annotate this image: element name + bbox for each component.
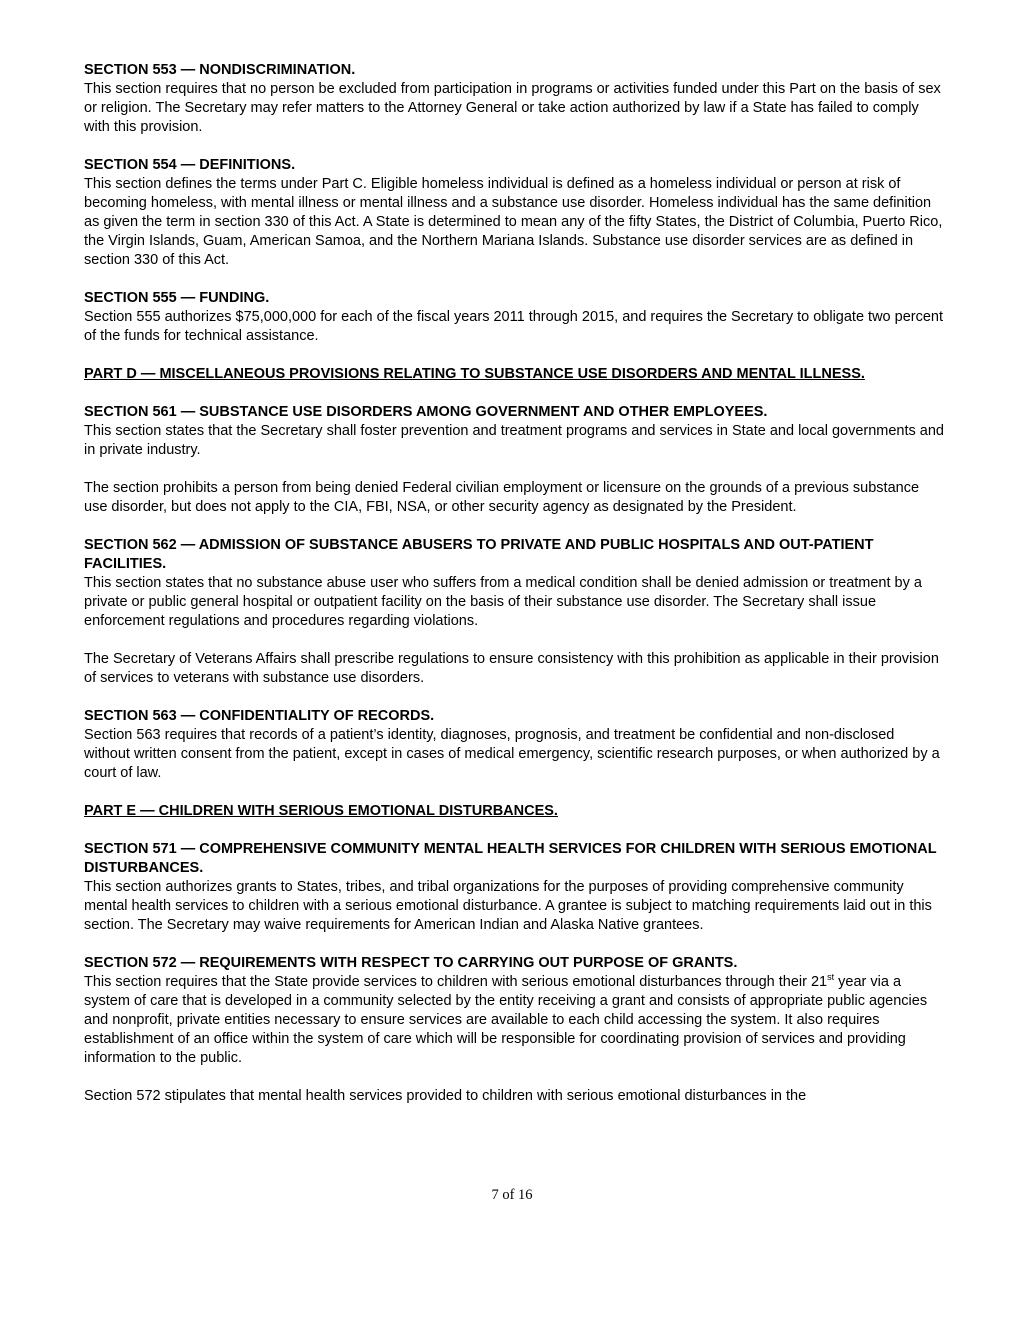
page-number: 7 of 16	[491, 1187, 533, 1203]
section-paragraph: The Secretary of Veterans Affairs shall prescribe regulations to ensure consistency with this prohibition as applicable in their provision of services to veterans with substance use disorders.	[84, 651, 939, 686]
ordinal-suffix: st	[827, 972, 835, 983]
section-paragraph	[84, 973, 944, 1068]
paragraph-text-start: This section requires that the State provide services to children with serious emotional disturbances through their 21	[84, 974, 828, 990]
section-554	[84, 156, 944, 270]
section-571	[84, 840, 944, 935]
paragraph-text-end: year via a system of care that is developed in a community selected by the entity receiving a grant and consists of appropriate public agencies and nonprofit, private entities necessary to ensure services are available to each child accessing the system. It also requires establishment of an office within the system of care which will be responsible for coordinating provision of services and providing information to the public.	[84, 974, 928, 1066]
section-paragraph: This section states that no substance abuse user who suffers from a medical condition shall be denied admission or treatment by a private or public general hospital or outpatient facility on the basis of their substance use disorder. The Secretary shall issue enforcement regulations and procedures regarding violations.	[84, 575, 922, 629]
section-heading: SECTION 563 — CONFIDENTIALITY OF RECORDS.	[84, 708, 435, 724]
section-paragraph: This section states that the Secretary shall foster prevention and treatment programs and services in State and local governments and in private industry.	[84, 423, 944, 458]
section-heading: SECTION 553 — NONDISCRIMINATION.	[84, 62, 356, 78]
section-heading: SECTION 571 — COMPREHENSIVE COMMUNITY MENTAL HEALTH SERVICES FOR CHILDREN WITH SERIOUS EMOTIONAL DISTURBANCES.	[84, 841, 937, 876]
section-562	[84, 536, 944, 688]
section-heading: SECTION 562 — ADMISSION OF SUBSTANCE ABUSERS TO PRIVATE AND PUBLIC HOSPITALS AND OUT-PATIENT FACILITIES.	[84, 537, 874, 572]
section-paragraph: This section authorizes grants to States, tribes, and tribal organizations for the purposes of providing comprehensive community mental health services to children with a serious emotional disturbance. A grantee is subject to matching requirements laid out in this section. The Secretary may waive requirements for American Indian and Alaska Native grantees.	[84, 879, 932, 933]
section-553	[84, 61, 944, 137]
section-555	[84, 289, 944, 346]
section-heading: SECTION 561 — SUBSTANCE USE DISORDERS AMONG GOVERNMENT AND OTHER EMPLOYEES.	[84, 404, 768, 420]
section-572	[84, 954, 944, 1106]
section-paragraph: Section 563 requires that records of a patient’s identity, diagnoses, prognosis, and treatment be confidential and non-disclosed without written consent from the patient, except in cases of medical emergency, scientific research purposes, or when authorized by a court of law.	[84, 727, 940, 781]
section-paragraph: Section 555 authorizes $75,000,000 for each of the fiscal years 2011 through 2015, and requires the Secretary to obligate two percent of the funds for technical assistance.	[84, 309, 944, 344]
section-heading: SECTION 572 — REQUIREMENTS WITH RESPECT TO CARRYING OUT PURPOSE OF GRANTS.	[84, 955, 738, 971]
part-d-heading: PART D — MISCELLANEOUS PROVISIONS RELATING TO SUBSTANCE USE DISORDERS AND MENTAL ILLNESS.	[84, 366, 865, 382]
section-paragraph: The section prohibits a person from being denied Federal civilian employment or licensure on the grounds of a previous substance use disorder, but does not apply to the CIA, FBI, NSA, or other security agency as designated by the President.	[84, 480, 920, 515]
section-paragraph: This section requires that no person be excluded from participation in programs or activities funded under this Part on the basis of sex or religion. The Secretary may refer matters to the Attorney General or take action authorized by law if a State has failed to comply with this provision.	[84, 81, 941, 135]
section-563	[84, 707, 944, 783]
section-heading: SECTION 554 — DEFINITIONS.	[84, 157, 296, 173]
part-e-heading: PART E — CHILDREN WITH SERIOUS EMOTIONAL DISTURBANCES.	[84, 803, 558, 819]
document-page	[84, 61, 944, 1125]
section-561	[84, 403, 944, 517]
section-paragraph: Section 572 stipulates that mental health services provided to children with serious emotional disturbances in the	[84, 1088, 807, 1104]
section-heading: SECTION 555 — FUNDING.	[84, 290, 270, 306]
section-paragraph: This section defines the terms under Part C. Eligible homeless individual is defined as a homeless individual or person at risk of becoming homeless, with mental illness or mental illness and a substance use disorder. Homeless individual has the same definition as given the term in section 330 of this Act. A State is determined to mean any of the fifty States, the District of Columbia, Puerto Rico, the Virgin Islands, Guam, American Samoa, and the Northern Mariana Islands. Substance use disorder services are as defined in section 330 of this Act.	[84, 176, 943, 268]
